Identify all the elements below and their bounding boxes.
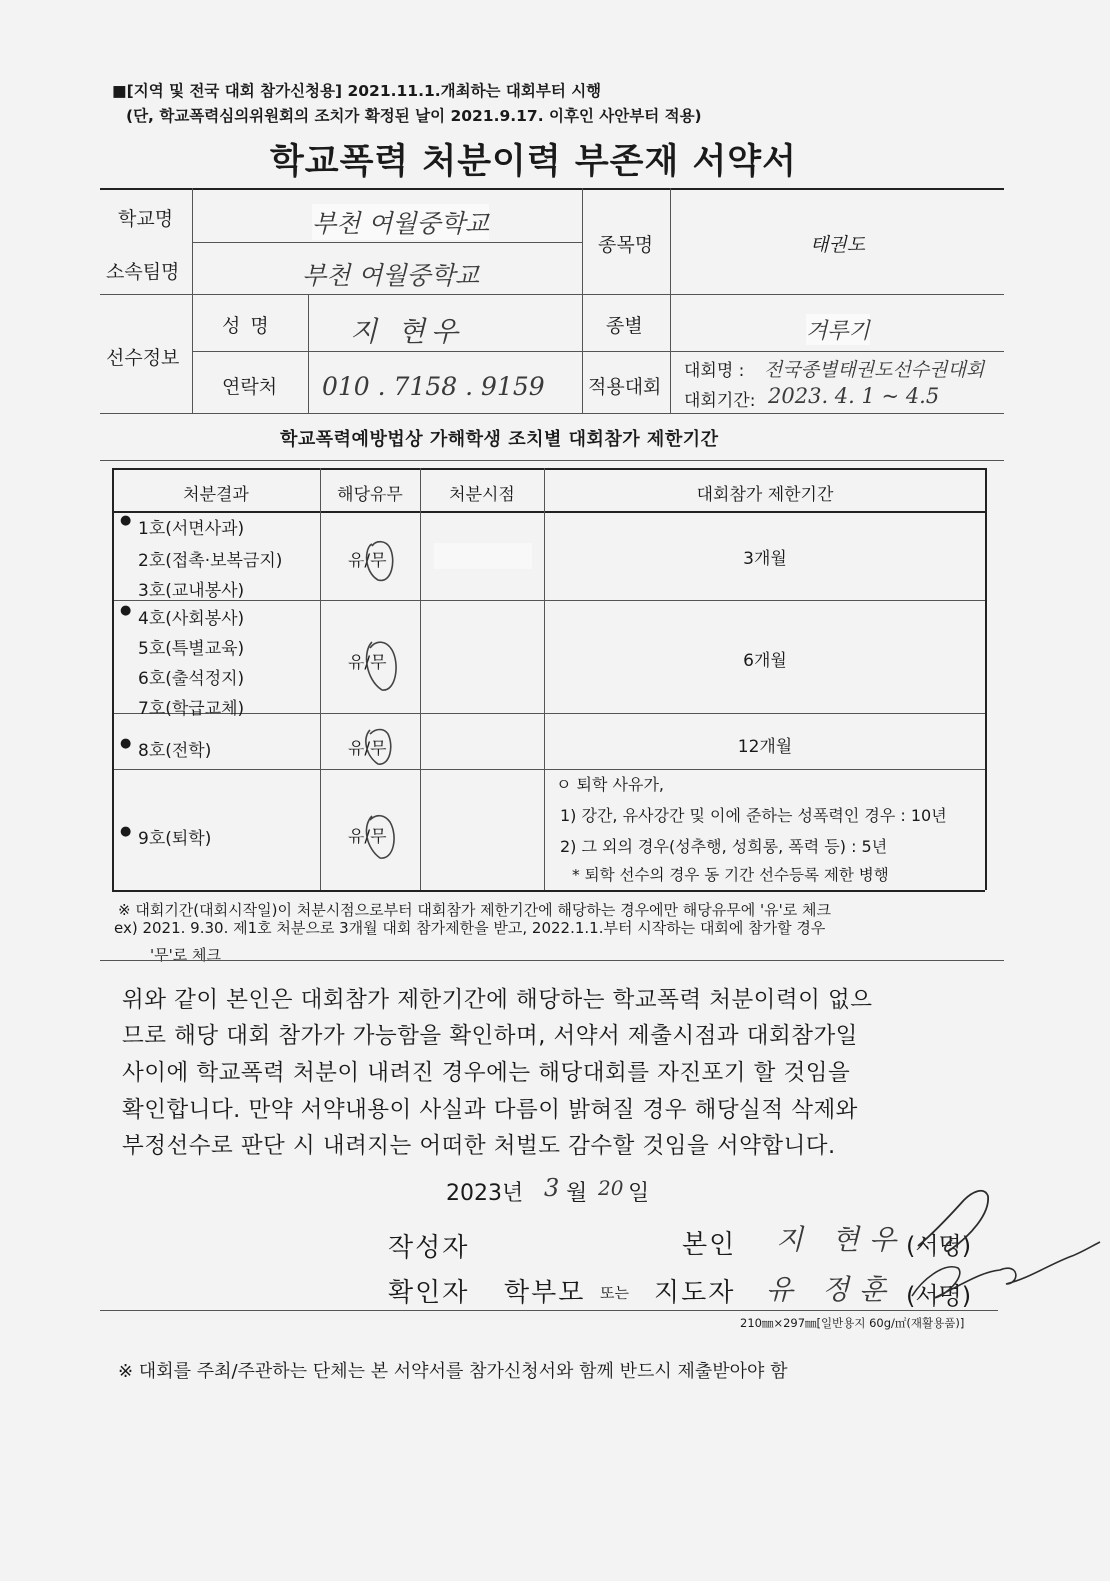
team-name-handwritten: 부천 여월중학교	[302, 261, 479, 290]
document-title: 학교폭력 처분이력 부존재 서약서	[270, 142, 797, 182]
contact-handwritten: 010 . 7158 . 9159	[322, 372, 545, 401]
competition-period-label: 대회기간:	[684, 391, 756, 411]
self-name-handwritten: 지 현우	[776, 1223, 907, 1256]
result-9: 9호(퇴학)	[138, 829, 212, 849]
table-note-2: ex) 2021. 9.30. 제1호 처분으로 3개월 대회 참가제한을 받고, 2022.1.1.부터 시작하는 대회에 참가할 경우	[114, 919, 826, 937]
date-year: 2023년	[446, 1181, 524, 1206]
date-month-handwritten: 3	[544, 1174, 560, 1202]
table-note-1: ※ 대회기간(대회시작일)이 처분시점으로부터 대회참가 제한기간에 해당하는 경우에만 해당유무에 '유'로 체크	[118, 901, 831, 919]
or-label: 또는	[600, 1284, 629, 1302]
header-restriction-period: 대회참가 제한기간	[696, 485, 834, 505]
self-sign-label: (서명)	[906, 1232, 972, 1260]
pledge-line-1: 위와 같이 본인은 대회참가 제한기간에 해당하는 학교폭력 처분이력이 없으	[122, 987, 873, 1013]
writer-label: 작성자	[388, 1233, 470, 1263]
check-yes-no: 유/무	[348, 739, 387, 759]
period-3-months: 3개월	[743, 549, 787, 569]
date-day-unit: 일	[628, 1181, 650, 1206]
restriction-section-title: 학교폭력예방법상 가해학생 조치별 대회참가 제한기간	[280, 429, 719, 450]
school-name-handwritten: 부천 여월중학교	[312, 204, 489, 240]
pledge-line-2: 므로 해당 대회 참가가 가능함을 확인하며, 서약서 제출시점과 대회참가일	[122, 1023, 858, 1049]
pledge-line-3: 사이에 학교폭력 처분이 내려진 경우에는 해당대회를 자진포기 할 것임을	[122, 1060, 851, 1086]
bullet-icon: ●	[120, 736, 132, 751]
header-note-2: (단, 학교폭력심의위원회의 조치가 확정된 날이 2021.9.17. 이후인 사안부터 적용)	[126, 107, 702, 125]
period-6-months: 6개월	[743, 651, 787, 671]
period-12-months: 12개월	[737, 737, 793, 757]
expulsion-note-4: * 퇴학 선수의 경우 동 기간 선수등록 제한 병행	[572, 866, 889, 884]
confirmer-name-handwritten: 유 정훈	[766, 1273, 897, 1306]
player-name-handwritten: 지 현우	[350, 315, 465, 348]
bullet-icon: ●	[120, 603, 132, 618]
check-yes-no: 유/무	[348, 653, 387, 673]
name-label: 성 명	[222, 315, 271, 337]
player-info-label: 선수정보	[106, 347, 180, 369]
date-month-unit: 월	[566, 1181, 588, 1206]
header-disposition-time: 처분시점	[449, 485, 515, 505]
header-note-1: ■[지역 및 전국 대회 참가신청용] 2021.11.1.개최하는 대회부터 시행	[112, 82, 602, 100]
check-yes-no: 유/무	[348, 551, 387, 571]
confirmer-sign-label: (서명)	[906, 1282, 972, 1310]
check-yes-no: 유/무	[348, 827, 387, 847]
category-label: 종별	[606, 315, 643, 337]
result-3: 3호(교내봉사)	[138, 581, 245, 601]
result-5: 5호(특별교육)	[138, 639, 245, 659]
competition-name-handwritten: 전국종별태권도선수권대회	[764, 359, 985, 381]
contact-label: 연락처	[222, 376, 278, 398]
coach-label: 지도자	[654, 1278, 736, 1308]
result-6: 6호(출석정지)	[138, 669, 245, 689]
bullet-icon: ●	[120, 513, 132, 528]
parent-label: 학부모	[504, 1278, 586, 1308]
result-4: 4호(사회봉사)	[138, 609, 245, 629]
pledge-line-4: 확인합니다. 만약 서약내용이 사실과 다름이 밝혀질 경우 해당실적 삭제와	[122, 1097, 858, 1123]
result-2: 2호(접촉·보복금지)	[138, 551, 283, 571]
header-applicable: 해당유무	[337, 485, 403, 505]
competition-label: 적용대회	[588, 376, 662, 398]
bullet-icon: ●	[120, 824, 132, 839]
competition-period-handwritten: 2023. 4. 1 ~ 4.5	[768, 384, 940, 408]
expulsion-note-1: ㅇ 퇴학 사유가,	[556, 775, 664, 794]
team-label: 소속팀명	[106, 261, 180, 283]
expulsion-note-2: 1) 강간, 유사강간 및 이에 준하는 성폭력인 경우 : 10년	[560, 806, 947, 825]
result-8: 8호(전학)	[138, 741, 212, 761]
confirmer-label: 확인자	[388, 1278, 470, 1308]
self-label: 본인	[682, 1230, 737, 1260]
expulsion-note-3: 2) 그 외의 경우(성추행, 성희롱, 폭력 등) : 5년	[560, 837, 888, 856]
pledge-line-5: 부정선수로 판단 시 내려지는 어떠한 처벌도 감수할 것임을 서약합니다.	[122, 1133, 836, 1159]
header-disposition-result: 처분결과	[183, 485, 249, 505]
paper-spec: 210㎜×297㎜[일반용지 60g/㎡(재활용품)]	[740, 1316, 965, 1330]
date-day-handwritten: 20	[598, 1176, 624, 1200]
bottom-note: ※ 대회를 주최/주관하는 단체는 본 서약서를 참가신청서와 함께 반드시 제출받아야 함	[118, 1361, 788, 1382]
sport-value: 태권도	[810, 234, 866, 256]
sport-label: 종목명	[598, 234, 654, 256]
result-7: 7호(학급교체)	[138, 699, 245, 719]
category-handwritten: 겨루기	[806, 314, 870, 345]
competition-name-label: 대회명 :	[684, 361, 745, 381]
result-1: 1호(서면사과)	[138, 519, 245, 539]
school-label: 학교명	[118, 208, 174, 230]
table-note-3: '무'로 체크	[150, 946, 221, 964]
